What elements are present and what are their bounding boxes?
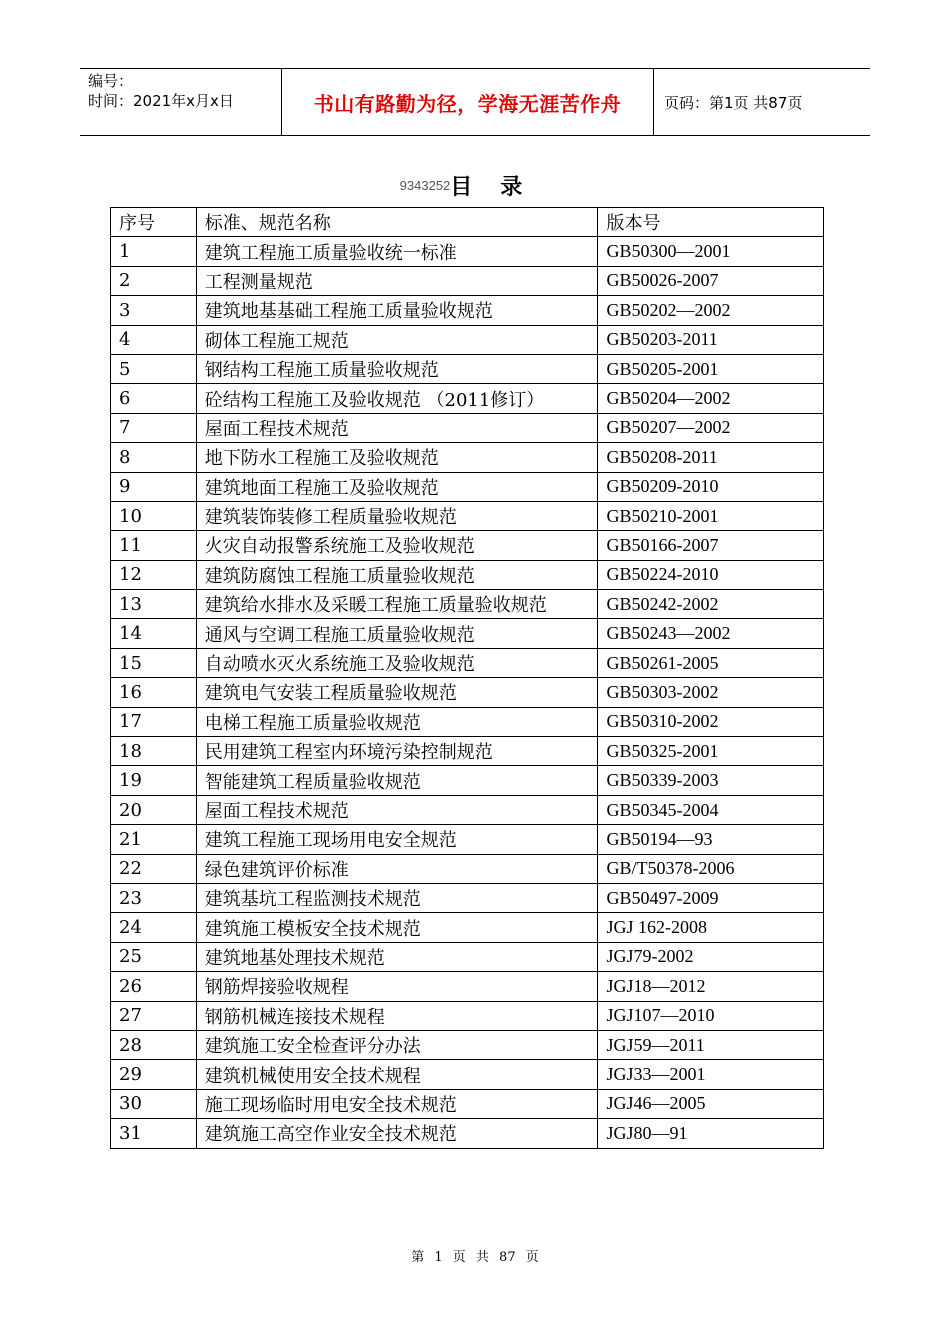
row-standard-name: 屋面工程技术规范	[196, 795, 598, 824]
table-row	[111, 825, 824, 854]
table-row	[111, 648, 824, 677]
row-index: 11	[111, 531, 197, 560]
row-index: 27	[111, 1001, 197, 1030]
row-index: 7	[111, 413, 197, 442]
row-standard-name: 智能建筑工程质量验收规范	[196, 766, 598, 795]
row-standard-name: 建筑装饰装修工程质量验收规范	[196, 501, 598, 530]
table-row	[111, 472, 824, 501]
row-version: JGJ107—2010	[598, 1001, 824, 1030]
number-label: 编号：	[88, 72, 134, 90]
row-standard-name: 建筑施工模板安全技术规范	[196, 913, 598, 942]
row-index: 13	[111, 590, 197, 619]
row-version: GB50300—2001	[598, 237, 824, 266]
row-version: JGJ33—2001	[598, 1060, 824, 1089]
table-row	[111, 590, 824, 619]
row-standard-name: 民用建筑工程室内环境污染控制规范	[196, 737, 598, 766]
row-version: GB50242-2002	[598, 590, 824, 619]
row-standard-name: 建筑工程施工质量验收统一标准	[196, 237, 598, 266]
row-version: GB50209-2010	[598, 472, 824, 501]
row-standard-name: 建筑工程施工现场用电安全规范	[196, 825, 598, 854]
row-standard-name: 自动喷水灭火系统施工及验收规范	[196, 648, 598, 677]
row-index: 1	[111, 237, 197, 266]
row-standard-name: 建筑施工安全检查评分办法	[196, 1030, 598, 1059]
table-row	[111, 237, 824, 266]
row-standard-name: 屋面工程技术规范	[196, 413, 598, 442]
table-row	[111, 443, 824, 472]
row-standard-name: 建筑防腐蚀工程施工质量验收规范	[196, 560, 598, 589]
table-row	[111, 384, 824, 413]
table-row	[111, 1060, 824, 1089]
row-index: 24	[111, 913, 197, 942]
row-version: GB50261-2005	[598, 648, 824, 677]
row-standard-name: 地下防水工程施工及验收规范	[196, 443, 598, 472]
header-motto: 书山有路勤为径，学海无涯苦作舟	[282, 69, 654, 135]
table-row	[111, 413, 824, 442]
page-footer: 第 1 页 共 87 页	[411, 1250, 539, 1265]
row-index: 18	[111, 737, 197, 766]
row-index: 19	[111, 766, 197, 795]
row-index: 29	[111, 1060, 197, 1089]
table-row	[111, 795, 824, 824]
row-version: GB50194—93	[598, 825, 824, 854]
header-meta	[80, 69, 282, 135]
table-row	[111, 766, 824, 795]
row-version: GB50310-2002	[598, 707, 824, 736]
row-version: GB50205-2001	[598, 354, 824, 383]
table-row	[111, 354, 824, 383]
row-standard-name: 绿色建筑评价标准	[196, 854, 598, 883]
row-standard-name: 建筑地面工程施工及验收规范	[196, 472, 598, 501]
row-version: GB50303-2002	[598, 678, 824, 707]
table-row	[111, 707, 824, 736]
row-index: 6	[111, 384, 197, 413]
row-version: GB50325-2001	[598, 737, 824, 766]
row-index: 30	[111, 1089, 197, 1118]
row-standard-name: 建筑给水排水及采暖工程施工质量验收规范	[196, 590, 598, 619]
table-row	[111, 883, 824, 912]
row-version: JGJ59—2011	[598, 1030, 824, 1059]
row-version: JGJ 162-2008	[598, 913, 824, 942]
row-version: JGJ79-2002	[598, 942, 824, 971]
row-index: 10	[111, 501, 197, 530]
row-index: 14	[111, 619, 197, 648]
time-label: 时间：2021年x月x日	[88, 92, 234, 110]
table-header-row	[111, 208, 824, 237]
row-version: GB50166-2007	[598, 531, 824, 560]
row-version: GB50497-2009	[598, 883, 824, 912]
row-index: 22	[111, 854, 197, 883]
row-index: 3	[111, 296, 197, 325]
row-index: 12	[111, 560, 197, 589]
standards-table	[110, 207, 824, 1149]
row-version: GB50026-2007	[598, 266, 824, 295]
row-index: 16	[111, 678, 197, 707]
row-standard-name: 钢筋机械连接技术规程	[196, 1001, 598, 1030]
row-version: GB50207—2002	[598, 413, 824, 442]
row-index: 26	[111, 972, 197, 1001]
row-standard-name: 砼结构工程施工及验收规范 （2011修订）	[196, 384, 598, 413]
row-standard-name: 通风与空调工程施工质量验收规范	[196, 619, 598, 648]
column-header-index: 序号	[111, 208, 197, 237]
column-header-name: 标准、规范名称	[196, 208, 598, 237]
table-row	[111, 678, 824, 707]
row-standard-name: 钢结构工程施工质量验收规范	[196, 354, 598, 383]
row-version: GB/T50378-2006	[598, 854, 824, 883]
row-standard-name: 建筑施工高空作业安全技术规范	[196, 1119, 598, 1148]
row-version: GB50243—2002	[598, 619, 824, 648]
row-version: GB50203-2011	[598, 325, 824, 354]
row-version: GB50210-2001	[598, 501, 824, 530]
column-header-version: 版本号	[598, 208, 824, 237]
title-code: 9343252	[399, 178, 451, 193]
row-index: 17	[111, 707, 197, 736]
table-row	[111, 737, 824, 766]
row-version: GB50208-2011	[598, 443, 824, 472]
row-version: JGJ46—2005	[598, 1089, 824, 1118]
row-version: GB50339-2003	[598, 766, 824, 795]
table-row	[111, 266, 824, 295]
row-standard-name: 建筑地基处理技术规范	[196, 942, 598, 971]
row-standard-name: 钢筋焊接验收规程	[196, 972, 598, 1001]
row-standard-name: 建筑机械使用安全技术规程	[196, 1060, 598, 1089]
table-row	[111, 619, 824, 648]
row-version: GB50224-2010	[598, 560, 824, 589]
row-index: 15	[111, 648, 197, 677]
row-index: 28	[111, 1030, 197, 1059]
row-standard-name: 建筑基坑工程监测技术规范	[196, 883, 598, 912]
row-standard-name: 砌体工程施工规范	[196, 325, 598, 354]
table-row	[111, 1089, 824, 1118]
table-row	[111, 501, 824, 530]
table-row	[111, 1001, 824, 1030]
row-version: JGJ18—2012	[598, 972, 824, 1001]
row-version: GB50204—2002	[598, 384, 824, 413]
header-page-info: 页码：第1页 共87页	[664, 93, 803, 112]
row-index: 20	[111, 795, 197, 824]
table-row	[111, 942, 824, 971]
row-index: 5	[111, 354, 197, 383]
table-body	[111, 237, 824, 1148]
row-index: 31	[111, 1119, 197, 1148]
table-row	[111, 972, 824, 1001]
row-index: 25	[111, 942, 197, 971]
row-index: 23	[111, 883, 197, 912]
row-version: JGJ80—91	[598, 1119, 824, 1148]
table-row	[111, 296, 824, 325]
row-index: 8	[111, 443, 197, 472]
title-text: 目录	[450, 175, 551, 200]
table-row	[111, 531, 824, 560]
page-title	[0, 170, 950, 200]
row-standard-name: 火灾自动报警系统施工及验收规范	[196, 531, 598, 560]
table-row	[111, 913, 824, 942]
table-row	[111, 560, 824, 589]
table-row	[111, 854, 824, 883]
row-standard-name: 施工现场临时用电安全技术规范	[196, 1089, 598, 1118]
row-index: 9	[111, 472, 197, 501]
row-index: 21	[111, 825, 197, 854]
row-version: GB50345-2004	[598, 795, 824, 824]
row-index: 2	[111, 266, 197, 295]
row-standard-name: 工程测量规范	[196, 266, 598, 295]
table-row	[111, 1119, 824, 1148]
row-standard-name: 建筑电气安装工程质量验收规范	[196, 678, 598, 707]
table-row	[111, 325, 824, 354]
table-row	[111, 1030, 824, 1059]
row-standard-name: 电梯工程施工质量验收规范	[196, 707, 598, 736]
row-version: GB50202—2002	[598, 296, 824, 325]
row-index: 4	[111, 325, 197, 354]
row-standard-name: 建筑地基基础工程施工质量验收规范	[196, 296, 598, 325]
page-header	[80, 68, 870, 136]
